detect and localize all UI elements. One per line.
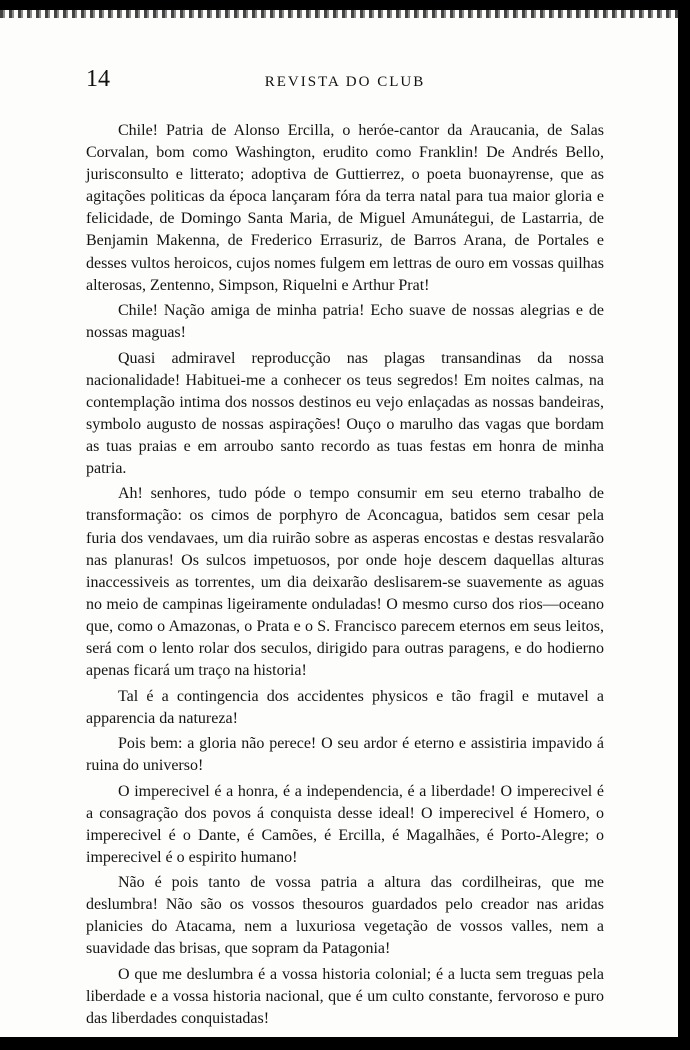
running-title: REVISTA DO CLUB: [264, 74, 426, 90]
paragraph-9: O que me deslumbra é a vossa historia colonial; é a lucta sem treguas pela liberdade e a vossa historia nacional, que é um culto constante, fervoroso e puro das liberdades conquistadas!: [86, 965, 604, 1028]
paragraph-5: Tal é a contingencia dos accidentes physicos e tão fragil e mutavel a apparencia da natureza!: [86, 687, 604, 727]
paragraph-3: Quasi admiravel reproducção nas plagas transandinas da nossa nacionalidade! Habituei-me a conhecer os teus segredos! Em noites calmas, na contemplação intima dos nossos destinos eu vejo enlaçadas as nossas bandeiras, symbolo augusto de nossas aspirações! Ouço o marulho das vagas que bordam as tuas praias e em arroubo santo recordo as tuas festas em honra de minha patria.: [86, 349, 604, 477]
paragraph-4: Ah! senhores, tudo póde o tempo consumir em seu eterno trabalho de transformação: os cimos de porphyro de Aconcagua, batidos sem cesar pela furia dos vendavaes, um dia ruirão sobre as asperas encostas e destas resvalarão nas planuras! Os sulcos impetuosos, por onde hoje descem daquellas alturas inaccessiveis as torrentes, um dia deixarão deslisarem-se suavemente as aguas no meio de campinas ligeiramente onduladas! O mesmo curso dos rios—oceano que, como o Amazonas, o Prata e o S. Francisco parecem eternos em seus leitos, será com o lento rolar dos seculos, dirigido para outras paragens, e do hodierno apenas ficará um traço na historia!: [86, 485, 604, 680]
paragraph-6: Pois bem: a gloria não perece! O seu ardor é eterno e assistiria impavido á ruina do universo!: [86, 735, 604, 775]
paragraph-2: Chile! Nação amiga de minha patria! Echo suave de nossas alegrias e de nossas maguas!: [86, 302, 604, 342]
paragraph-8: Não é pois tanto de vossa patria a altura das cordilheiras, que me deslumbra! Não são os vossos thesouros guardados pelo creador nas aridas planicies do Atacama, nem a luxuriosa vegetação de vossos valles, nem a suavidade das brisas, que sopram da Patagonia!: [86, 874, 604, 958]
scanned-page-edge: [0, 10, 678, 18]
paragraph-7: O imperecivel é a honra, é a independencia, é a liberdade! O imperecivel é a consagração dos povos á conquista desse ideal! O imperecivel é Homero, o imperecivel é o Dante, é Camões, é Ercilla, é Magalhães, é Porto-Alegre; o imperecivel é o espirito humano!: [86, 782, 604, 866]
body-text: [86, 120, 604, 1033]
book-page: [0, 10, 678, 1037]
page-number: 14: [86, 66, 110, 92]
paragraph-1: Chile! Patria de Alonso Ercilla, o heróe-cantor da Araucania, de Salas Corvalan, bom como Washington, erudito como Franklin! De Andrés Bello, jurisconsulto e litterato; adoptiva de Guttierrez, o poeta buonayrense, que as agitações politicas da época lançaram fóra da terra natal para tua maior gloria e felicidade, de Domingo Santa Maria, de Miguel Amunátegui, de Lastarria, de Benjamin Makenna, de Frederico Errasuriz, de Barros Arana, de Portales e desses vultos heroicos, cujos nomes fulgem em lettras de ouro em vossas quilhas alterosas, Zentenno, Simpson, Riquelni e Arthur Prat!: [86, 122, 604, 294]
page-header: [86, 66, 604, 96]
